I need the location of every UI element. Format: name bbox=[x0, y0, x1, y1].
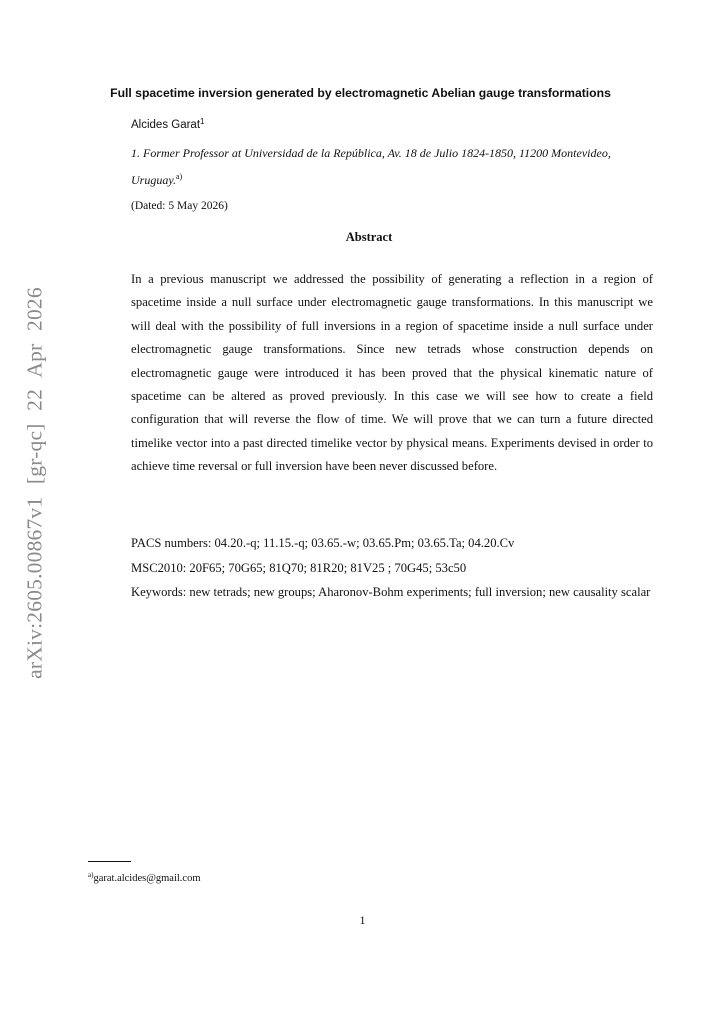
footnote bbox=[88, 871, 201, 884]
footnote-divider bbox=[88, 861, 131, 862]
abstract-heading: Abstract bbox=[345, 230, 393, 244]
arxiv-identifier: arXiv:2605.00867v1 [gr-qc] 22 Apr 2026 bbox=[22, 287, 47, 679]
footnote-email: garat.alcides@gmail.com bbox=[93, 873, 201, 884]
footnote-mark: a) bbox=[88, 871, 94, 879]
msc-codes: MSC2010: 20F65; 70G65; 81Q70; 81R20; 81V25 ; 70G45; 53c50 bbox=[131, 561, 467, 575]
affiliation-text: 1. Former Professor at Universidad de la República, Av. 18 de Julio 1824-1850, 11200 Montevideo, Uruguay. bbox=[131, 146, 611, 187]
affiliation-footnote-mark: a) bbox=[176, 172, 183, 181]
date-line: (Dated: 5 May 2026) bbox=[131, 200, 228, 212]
author-affiliation-mark: 1 bbox=[200, 117, 205, 126]
page-number: 1 bbox=[359, 913, 366, 927]
author-name: Alcides Garat bbox=[131, 119, 201, 131]
abstract-body: In a previous manuscript we addressed the possibility of generating a reflection in a region of spacetime inside a null surface under electromagnetic gauge transformations. In this manuscript we will deal with the possibility of full inversions in a region of spacetime inside a null surface under electromagnetic gauge transformations. Since new tetrads whose construction depends on electromagnetic gauge were introduced it has been proved that the physical kinematic nature of spacetime can be altered as proved previously. In this case we will see how to create a field configuration that will reverse the flow of time. We will prove that we can turn a future directed timelike vector into a past directed timelike vector by physical means. Experiments devised in order to achieve time reversal or full inversion have been never discussed before. bbox=[131, 272, 653, 474]
author-line bbox=[131, 117, 204, 131]
affiliation bbox=[131, 142, 641, 192]
keywords: Keywords: new tetrads; new groups; Aharonov-Bohm experiments; full inversion; new causality scalar bbox=[131, 585, 651, 599]
pacs-numbers: PACS numbers: 04.20.-q; 11.15.-q; 03.65.-w; 03.65.Pm; 03.65.Ta; 04.20.Cv bbox=[131, 536, 515, 550]
paper-title: Full spacetime inversion generated by electromagnetic Abelian gauge transformations bbox=[110, 86, 611, 100]
